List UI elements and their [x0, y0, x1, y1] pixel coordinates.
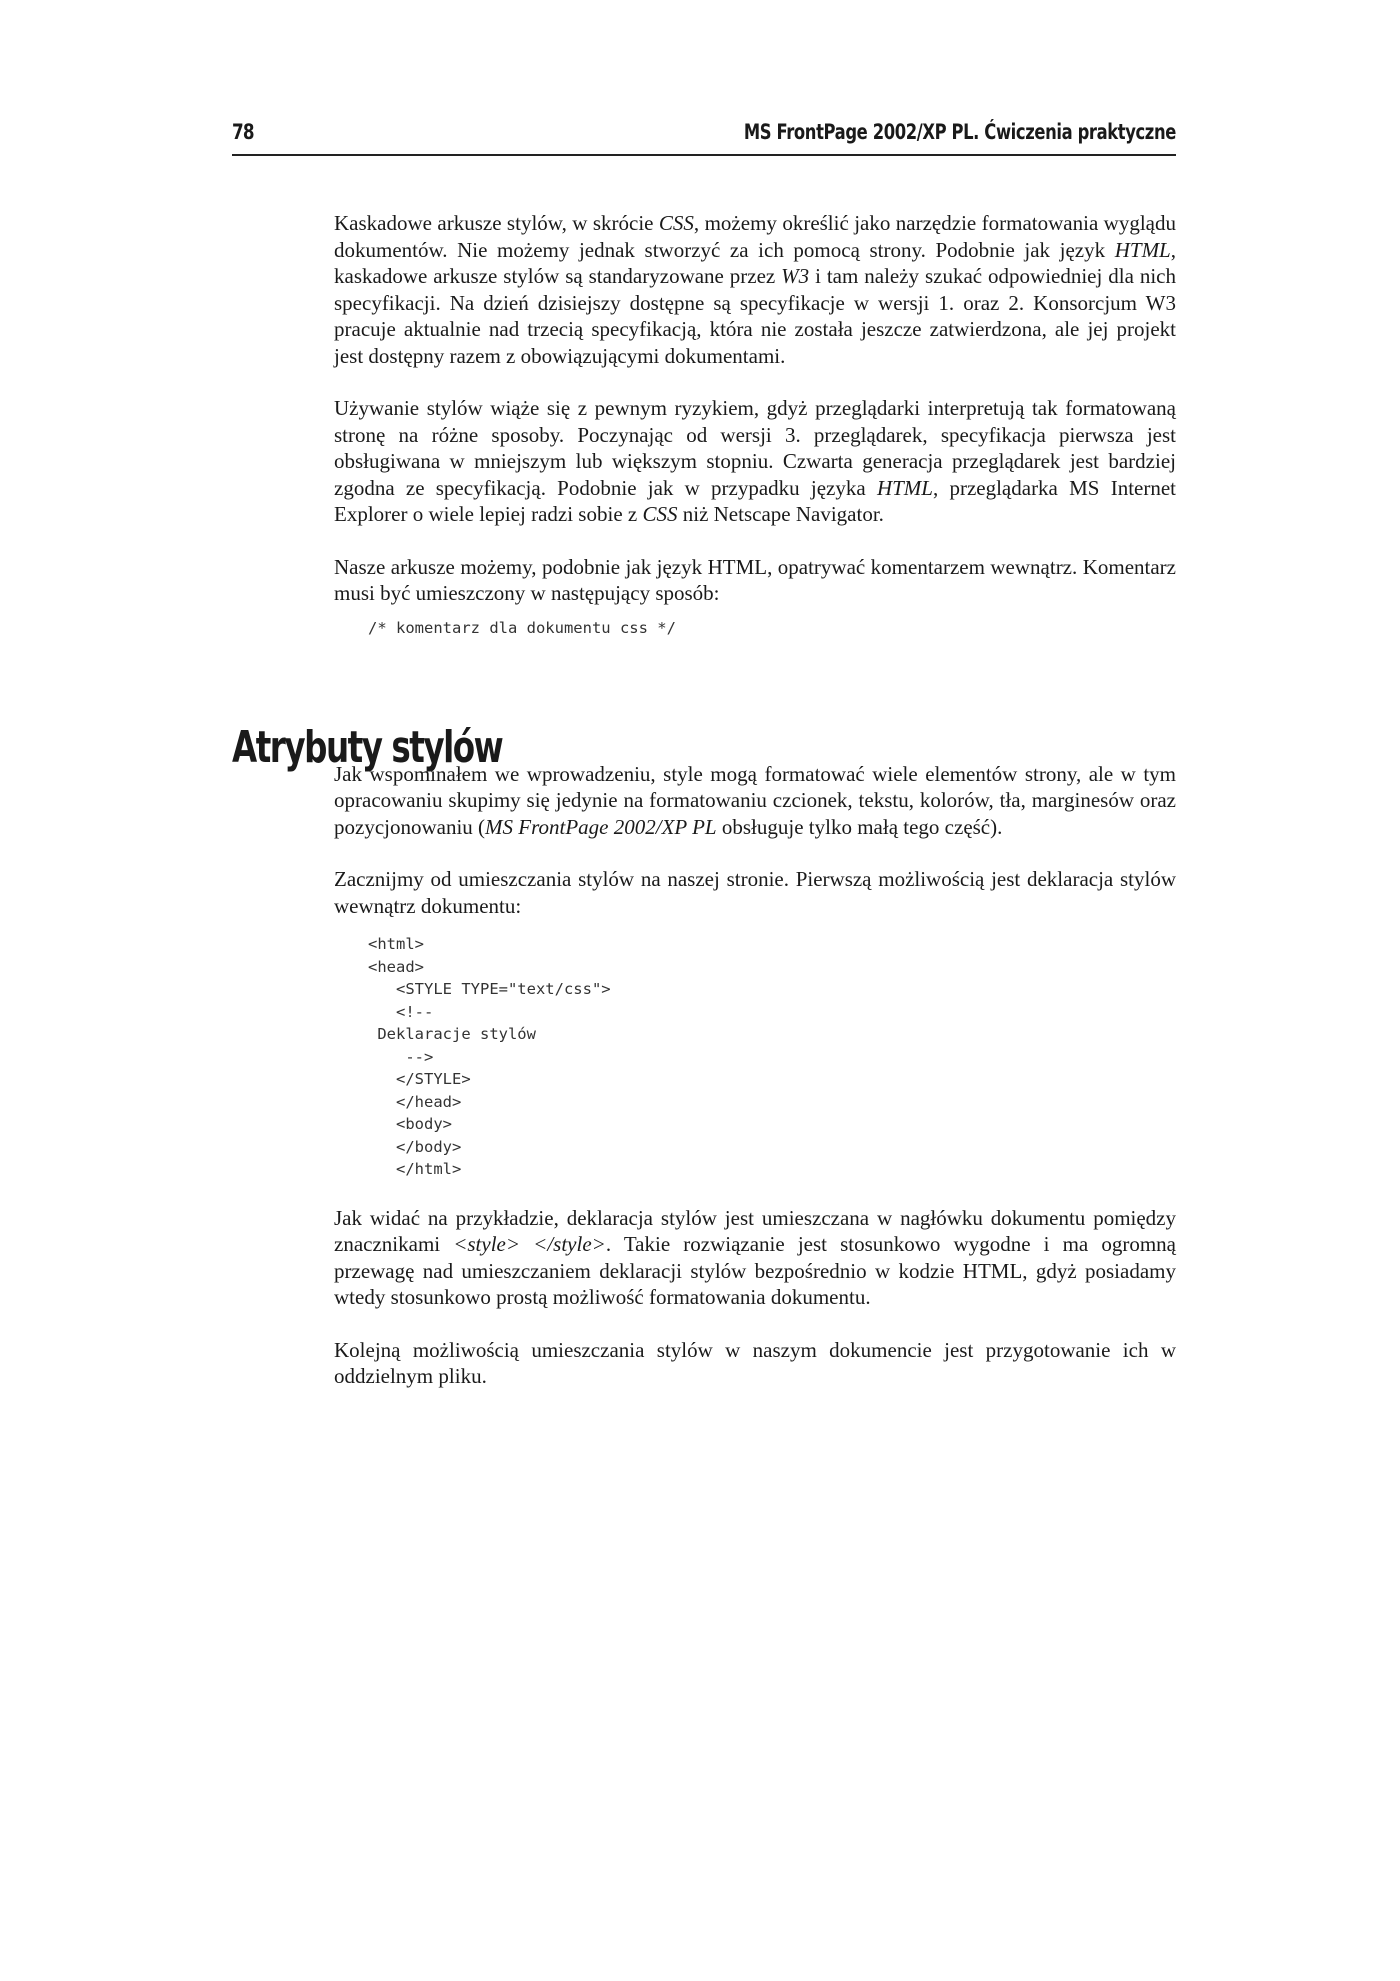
- main-content: [334, 210, 1176, 1390]
- paragraph-styles-risk: Używanie stylów wiąże się z pewnym ryzykiem, gdyż przeglądarki interpretują tak formatowaną stronę na różne sposoby. Poczynając od wersji 3. przeglądarek, specyfikacja pierwsza jest obsługiwana w mniejszym lub większym stopniu. Czwarta generacja przeglądarek jest bardziej zgodna ze specyfikacją. Podobnie jak w przypadku języka HTML, przeglądarka MS Internet Explorer o wiele lepiej radzi sobie z CSS niż Netscape Navigator.: [334, 396, 1176, 526]
- section-heading: Atrybuty stylów: [232, 722, 503, 773]
- paragraph-external-file: Kolejną możliwością umieszczania stylów w naszym dokumencie jest przygotowanie ich w oddzielnym pliku.: [334, 1337, 1176, 1388]
- tag-style-close: </style>: [533, 1232, 606, 1256]
- product-name: MS FrontPage 2002/XP PL: [485, 814, 717, 839]
- code-comment-example: /* komentarz dla dokumentu css */: [368, 618, 676, 637]
- page-header: [232, 116, 1176, 156]
- term-css: CSS: [642, 502, 678, 526]
- paragraph-comments: Nasze arkusze możemy, podobnie jak język HTML, opatrywać komentarzem wewnątrz. Komentarz musi być umieszczony w następujący sposób:: [334, 554, 1176, 605]
- page-number: 78: [232, 120, 254, 144]
- paragraph-example-explanation: Jak widać na przykładzie, deklaracja stylów jest umieszczana w nagłówku dokumentu pomiędzy znacznikami <style> </style>. Takie rozwiązanie jest stosunkowo wygodne i ma ogromną przewagę nad umieszczaniem deklaracji stylów bezpośrednio w kodzie HTML, gdyż posiadamy wtedy stosunkowo prostą możliwość formatowania dokumentu.: [334, 1205, 1177, 1309]
- paragraph-css-intro: Kaskadowe arkusze stylów, w skrócie CSS, możemy określić jako narzędzie formatowania wyglądu dokumentów. Nie możemy jednak stworzyć za ich pomocą strony. Podobnie jak język HTML, kaskadowe arkusze stylów są standaryzowane przez W3 i tam należy szukać odpowiedniej dla nich specyfikacji. Na dzień dzisiejszy dostępne są specyfikacje w wersji 1. oraz 2. Konsorcjum W3 pracuje aktualnie nad trzecią specyfikacją, która nie została jeszcze zatwierdzona, ale jej projekt jest dostępny razem z obowiązującymi dokumentami.: [334, 211, 1177, 368]
- term-html: HTML: [1114, 237, 1171, 262]
- paragraph-style-attributes: Jak wspominałem we wprowadzeniu, style mogą formatować wiele elementów strony, ale w tym opracowaniu skupimy się jedynie na formatowaniu czcionek, tekstu, kolorów, tła, marginesów oraz pozycjonowaniu (MS FrontPage 2002/XP PL obsługuje tylko małą tego część).: [334, 761, 1176, 839]
- paragraph-embedding-styles: Zacznijmy od umieszczania stylów na naszej stronie. Pierwszą możliwością jest deklaracja stylów wewnątrz dokumentu:: [334, 867, 1176, 918]
- term-html: HTML: [876, 475, 933, 500]
- term-css: CSS: [658, 211, 694, 235]
- code-style-declaration-example: <html> <head> <STYLE TYPE="text/css"> <!-- Deklaracje stylów --> </STYLE> </head> <body> </body> </html>: [368, 935, 611, 1178]
- running-title: MS FrontPage 2002/XP PL. Ćwiczenia praktyczne: [743, 120, 1176, 144]
- term-w3: W3: [781, 264, 810, 288]
- tag-style-open: <style>: [453, 1232, 521, 1256]
